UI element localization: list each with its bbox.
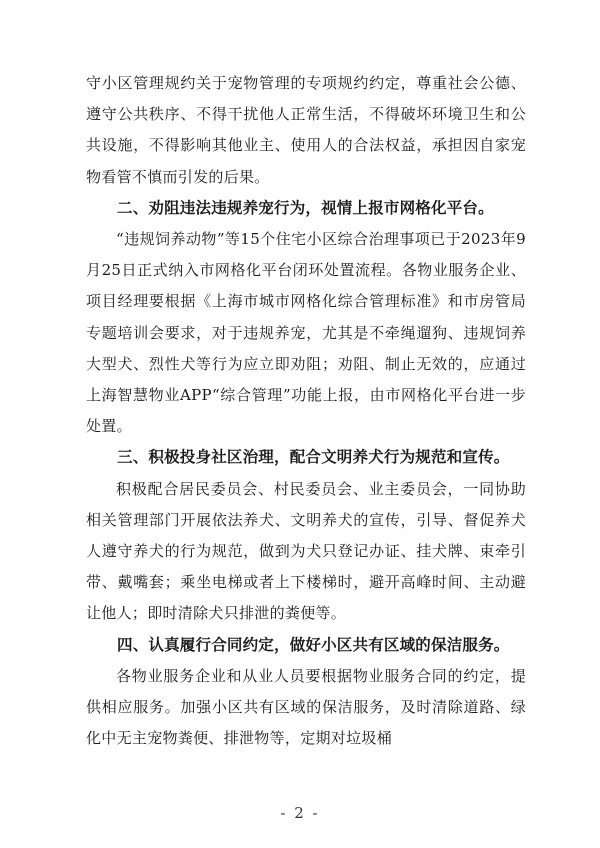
section-2-heading: 二、劝阻违法违规养宠行为，视情上报市网格化平台。 bbox=[117, 198, 494, 217]
page-number: - 2 - bbox=[280, 804, 320, 822]
document-body bbox=[86, 68, 526, 754]
section-3-heading: 三、积极投身社区治理，配合文明养犬行为规范和宣传。 bbox=[117, 448, 510, 467]
section-4-heading: 四、认真履行合同约定，做好小区共有区域的保洁服务。 bbox=[117, 635, 510, 654]
section-2-body: “违规饲养动物”等15个住宅小区综合治理事项已于2023年9月25日正式纳入市网格化平台闭环处置流程。各物业服务企业、项目经理要根据《上海市城市网格化综合管理标准》和市房管局专题培训会要求，对于违规养宠，尤其是不牵绳遛狗、违规饲养大型犬、烈性犬等行为应立即劝阻；劝阻、制止无效的，应通过上海智慧物业APP“综合管理”功能上报，由市网格化平台进一步处置。 bbox=[86, 230, 526, 436]
intro-paragraph: 守小区管理规约关于宠物管理的专项规约约定，尊重社会公德、遵守公共秩序、不得干扰他人正常生活，不得破坏环境卫生和公共设施，不得影响其他业主、使用人的合法权益，承担因自家宠物看管不慎而引发的后果。 bbox=[86, 74, 526, 186]
section-4-body: 各物业服务企业和从业人员要根据物业服务合同的约定，提供相应服务。加强小区共有区域的保洁服务，及时清除道路、绿化中无主宠物粪便、排泄物等，定期对垃圾桶 bbox=[86, 666, 526, 748]
section-3-body: 积极配合居民委员会、村民委员会、业主委员会，一同协助相关管理部门开展依法养犬、文明养犬的宣传，引导、督促养犬人遵守养犬的行为规范，做到为犬只登记办证、挂犬牌、束牵引带、戴嘴套；乘坐电梯或者上下楼梯时，避开高峰时间、主动避让他人；即时清除犬只排泄的粪便等。 bbox=[86, 479, 526, 623]
